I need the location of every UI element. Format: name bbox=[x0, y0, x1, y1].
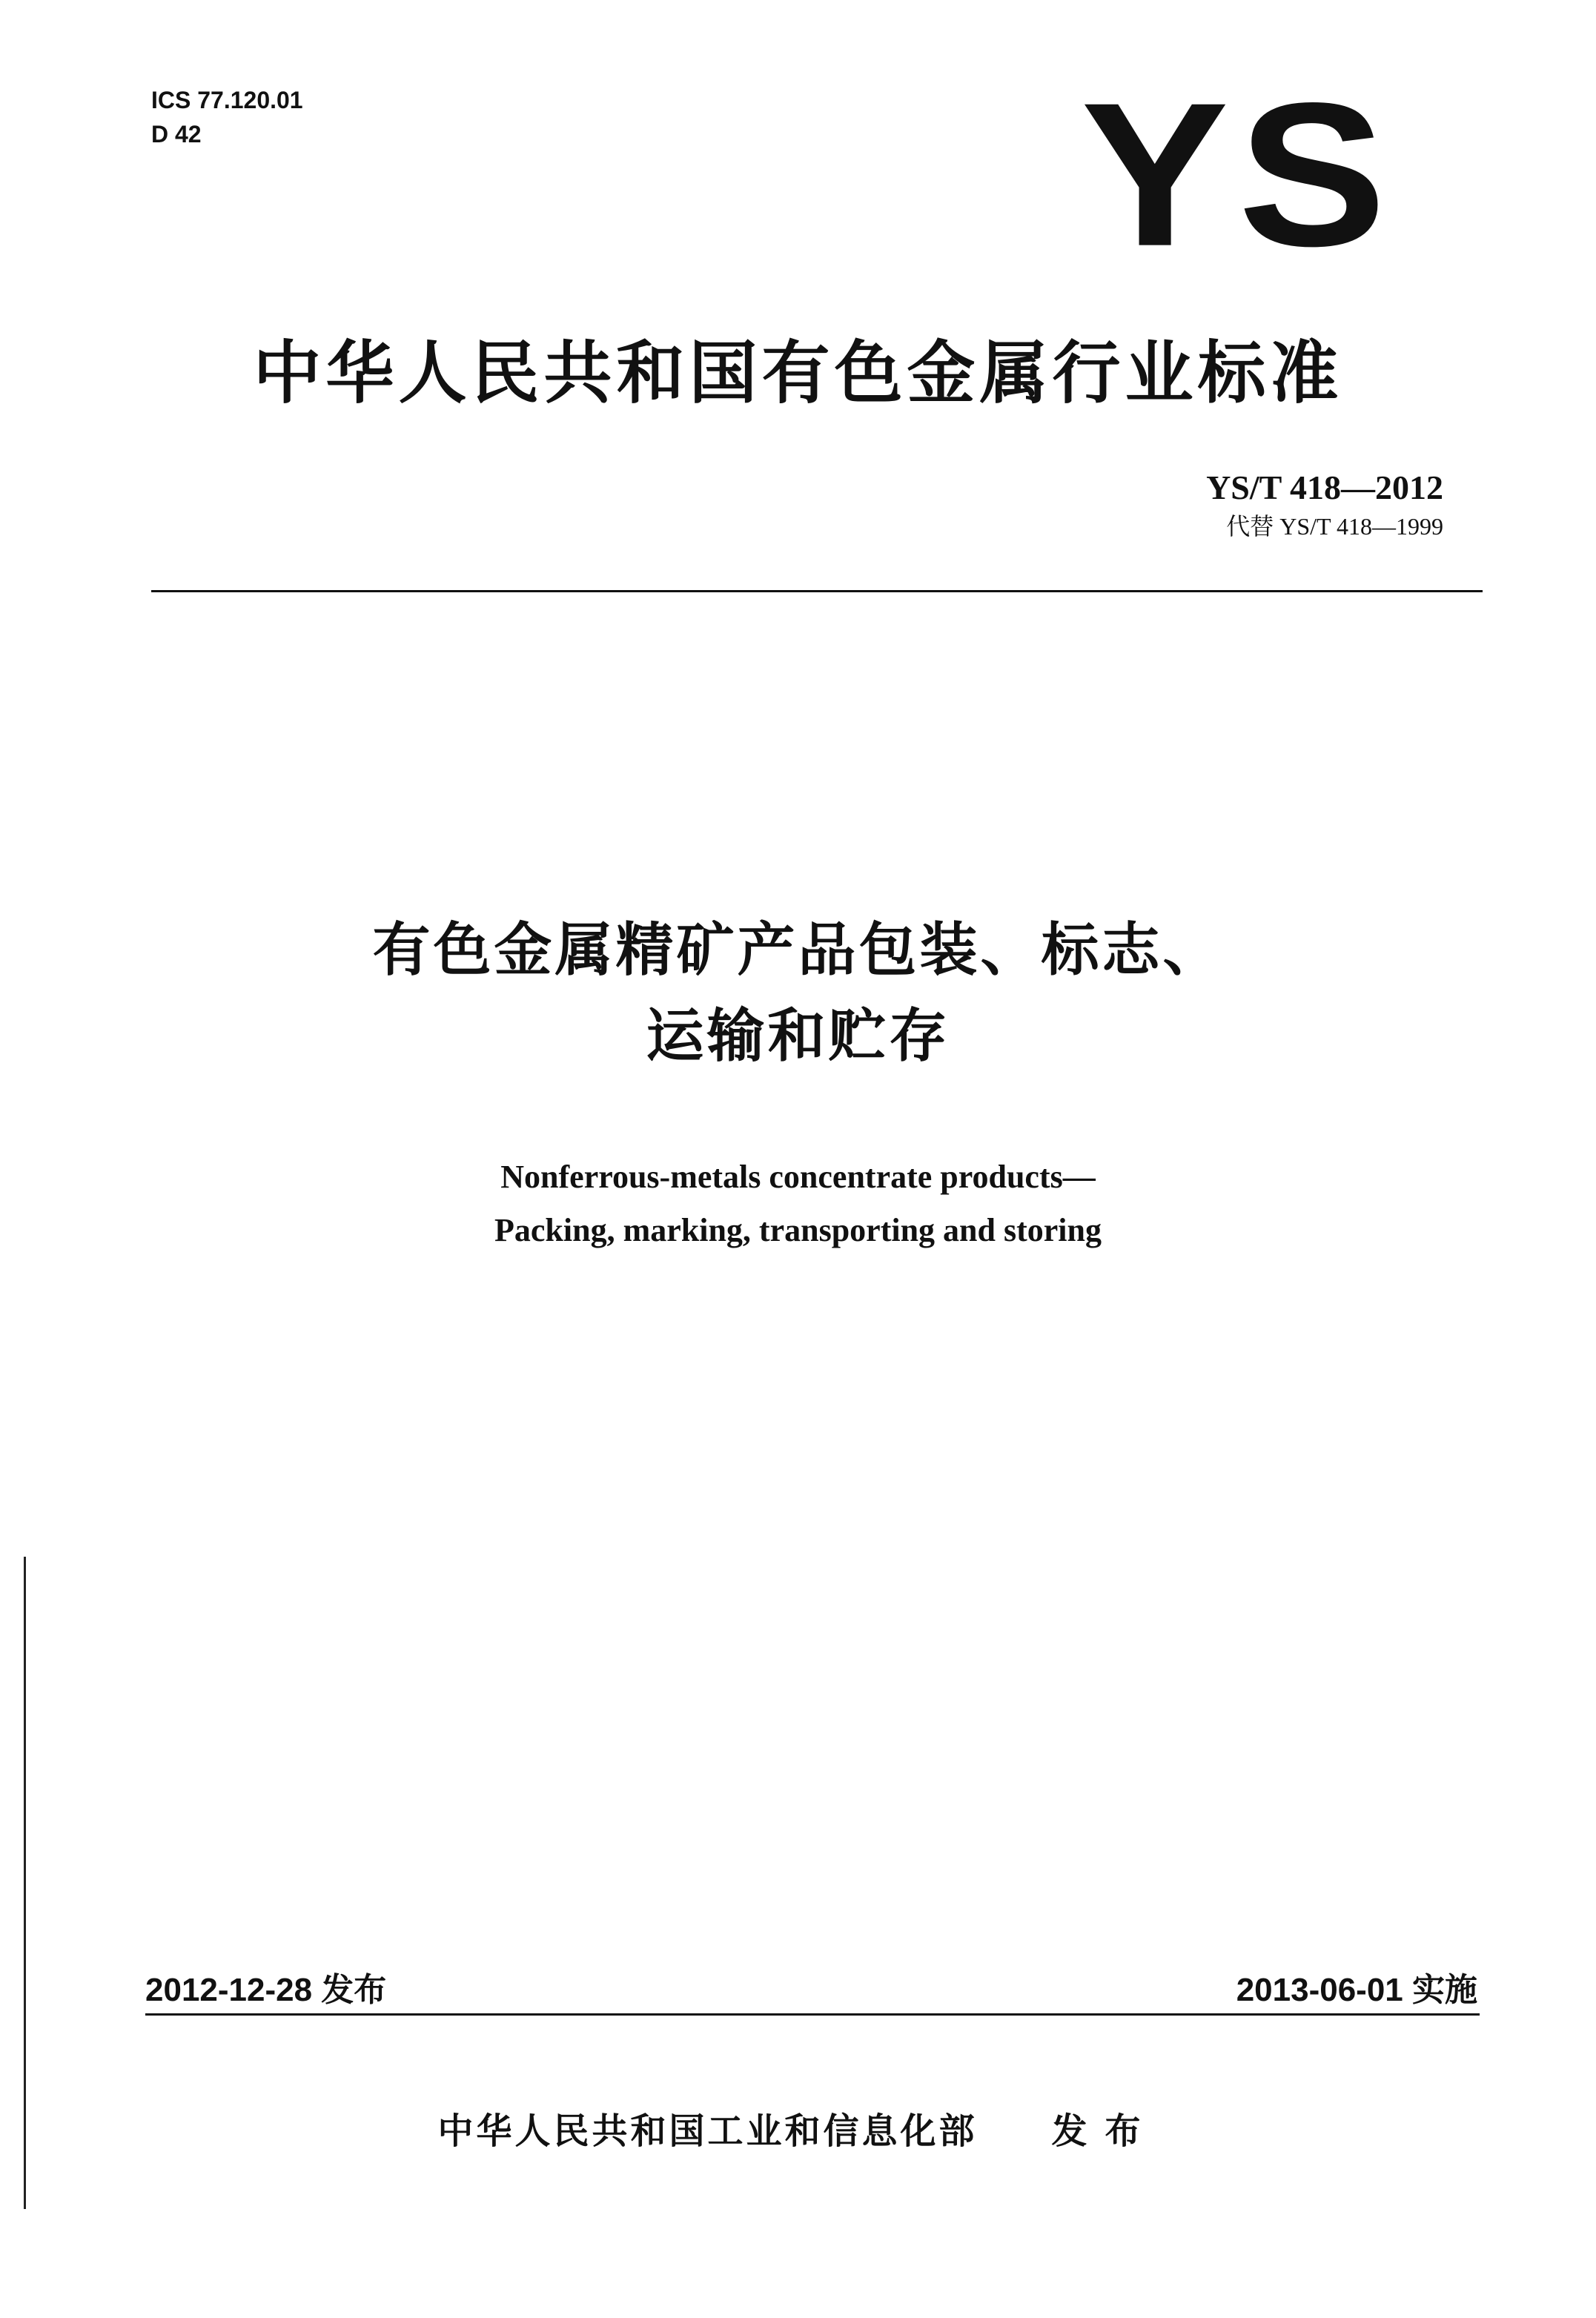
document-title-en bbox=[0, 1150, 1596, 1257]
document-title-cn-line2: 运输和贮存 bbox=[646, 1003, 950, 1070]
standard-number-block bbox=[1206, 466, 1443, 543]
publisher-action: 发布 bbox=[1051, 2110, 1159, 2152]
document-title-cn-line1: 有色金属精矿产品包装、标志、 bbox=[372, 917, 1224, 984]
classification-codes bbox=[151, 83, 303, 151]
issue-date: 2012-12-28 发布 bbox=[145, 1972, 387, 2008]
ys-logo: YS bbox=[1080, 59, 1396, 289]
top-divider bbox=[151, 590, 1483, 592]
standard-code: YS/T 418—2012 bbox=[1206, 468, 1443, 506]
document-title-en-line2: Packing, marking, transporting and storing bbox=[494, 1212, 1102, 1248]
replaces-code: 代替 YS/T 418—1999 bbox=[1226, 513, 1443, 540]
document-title-cn bbox=[0, 907, 1596, 1079]
implementation-date: 2013-06-01 实施 bbox=[1236, 1972, 1477, 2008]
ccs-code: D 42 bbox=[151, 121, 202, 148]
document-title-en-line1: Nonferrous-metals concentrate products— bbox=[500, 1159, 1096, 1195]
bottom-divider bbox=[145, 2013, 1480, 2016]
ics-code: ICS 77.120.01 bbox=[151, 87, 303, 113]
publisher-name: 中华人民共和国工业和信息化部 bbox=[437, 2110, 978, 2152]
scan-edge-line bbox=[24, 1557, 26, 2209]
standard-category-title: 中华人民共和国有色金属行业标准 bbox=[253, 334, 1343, 413]
publisher-line bbox=[0, 2102, 1596, 2153]
